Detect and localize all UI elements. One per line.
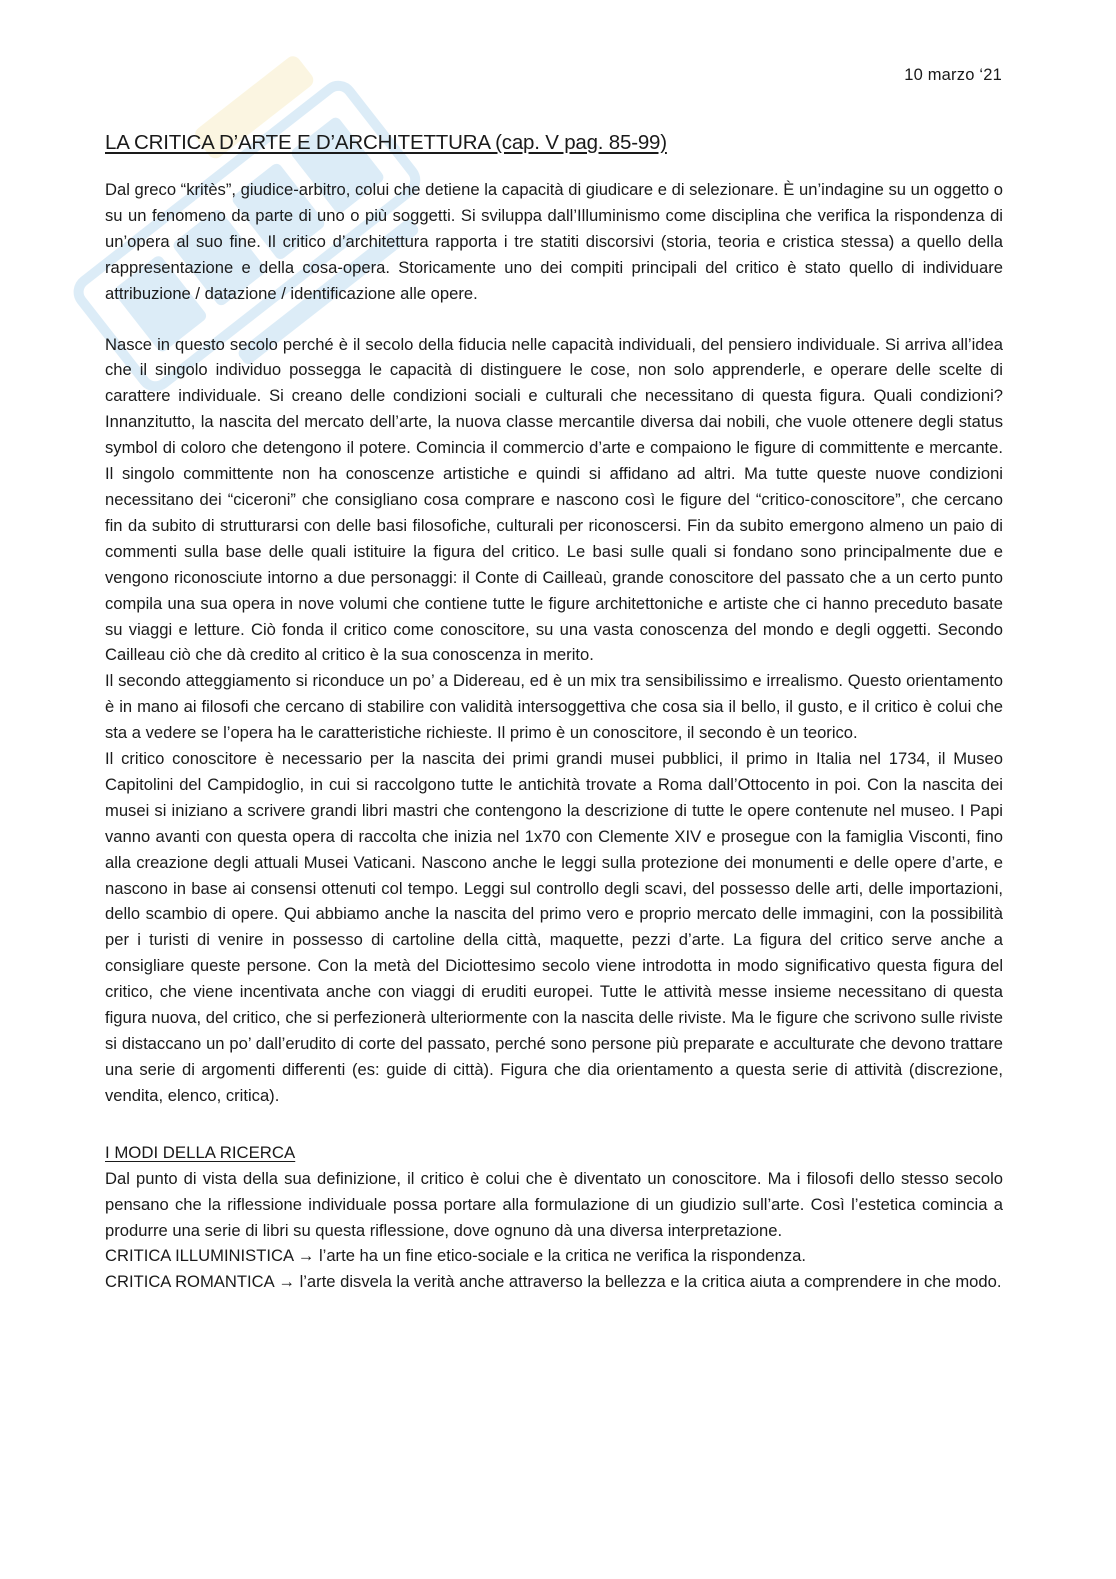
item-term: CRITICA ROMANTICA	[105, 1272, 274, 1292]
item-term: CRITICA ILLUMINISTICA	[105, 1246, 294, 1266]
section-heading: I MODI DELLA RICERCA	[105, 1142, 296, 1162]
page-date: 10 marzo ‘21	[904, 66, 1002, 84]
list-item	[105, 1243, 1003, 1269]
item-text: l’arte disvela la verità anche attraverso la bellezza e la critica aiuta a comprendere in che modo.	[299, 1272, 1002, 1292]
list-item	[105, 1269, 1003, 1295]
arrow-right-icon: →	[297, 1246, 315, 1266]
paragraph-origins: Nasce in questo secolo perché è il secolo della fiducia nelle capacità individuali, del pensiero individuale. Si arriva all’idea che il singolo individuo possegga le capacità di distinguere le cose, non solo apprenderle, e operare delle scelte di carattere individuale. Si creano delle condizioni sociali e culturali che necessitano di questa figura. Quali condizioni? Innanzitutto, la nascita del mercato dell’arte, la nuova classe mercantile diversa dai nobili, che vuole ottenere degli status symbol di coloro che detengono il potere. Comincia il commercio d’arte e compaiono le figure di committente e mercante. Il singolo committente non ha conoscenze artistiche e quindi si affidano ad altri. Ma tutte queste nuove condizioni necessitano dei “ciceroni” che consigliano cosa comprare e nascono così le figure del “critico-conoscitore”, che cercano fin da subito di strutturarsi con delle basi filosofiche, culturali per riconoscersi. Fin da subito emergono almeno un paio di commenti sulla base delle quali istituire la figura del critico. Le basi sulle quali si fondano sono principalmente due e vengono riconosciute intorno a due personaggi: il Conte di Cailleaù, grande conoscitore del passato che a un certo punto compila una sua opera in nove volumi che contiene tutte le figure architettoniche e artiste che ci hanno preceduto basate su viaggi e letture. Ciò fonda il critico come conoscitore, su una vasta conoscenza del mondo e degli oggetti. Secondo Cailleau ciò che dà credito al critico è la sua conoscenza in merito.	[105, 334, 1003, 665]
document-title: LA CRITICA D’ARTE E D’ARCHITETTURA (cap. V pag. 85-99)	[105, 131, 667, 154]
paragraph-intro: Dal greco “kritès”, giudice-arbitro, colui che detiene la capacità di giudicare e di selezionare. È un’indagine su un oggetto o su un fenomeno da parte di uno o più soggetti. Si sviluppa dall’Illuminismo come disciplina che verifica la rispondenza di un’opera al suo fine. Il critico d’architettura rapporta i tre statiti discorsivi (storia, teoria e cristica stessa) a quello della rappresentazione e della cosa-opera. Storicamente uno dei compiti principali del critico è stato quello di individuare attribuzione / datazione / identificazione alle opere.	[105, 180, 1003, 303]
paragraph-second-attitude: Il secondo atteggiamento si riconduce un po’ a Didereau, ed è un mix tra sensibilissimo e irrealismo. Questo orientamento è in mano ai filosofi che cercano di stabilire con validità intersoggettiva che cosa sia il bello, il gusto, e il critico è colui che sta a vedere se l’opera ha le caratteristiche richieste. Il primo è un conoscitore, il secondo è un teorico.	[105, 671, 1003, 743]
paragraph-museums: Il critico conoscitore è necessario per la nascita dei primi grandi musei pubblici, il primo in Italia nel 1734, il Museo Capitolini del Campidoglio, in cui si raccolgono tutte le antichità trovate a Roma dall’Ottocento in poi. Con la nascita dei musei si iniziano a scrivere grandi libri mastri che contengono la descrizione di tutte le opere contenute nel museo. I Papi vanno avanti con questa opera di raccolta che inizia nel 1x70 con Clemente XIV e prosegue con la famiglia Visconti, fino alla creazione degli attuali Musei Vaticani. Nascono anche le leggi sulla protezione dei monumenti e delle opere d’arte, e nascono in base ai consensi ottenuti col tempo. Leggi sul controllo degli scavi, del possesso delle arti, delle importazioni, dello scambio di opere. Qui abbiamo anche la nascita del primo vero e proprio mercato delle immagini, con la possibilità per i turisti di venire in possesso di cartoline della città, maquette, pezzi d’arte. La figura del critico serve anche a consigliare queste persone. Con la metà del Diciottesimo secolo viene introdotta in modo significativo questa figura del critico, che viene incentivata anche con viaggi di eruditi europei. Tutte le attività messe insieme necessitano di questa figura nuova, del critico, che si perfezionerà ulteriormente con la nascita delle riviste. Ma le figure che scrivono sulle riviste si distaccano un po’ dall’erudito di corte del passato, perché sono persone più preparate e acculturate che devono trattare una serie di argomenti differenti (es: guide di città). Figura che dia orientamento a questa serie di attività (discrezione, vendita, elenco, critica).	[105, 749, 1003, 1105]
item-text: l’arte ha un fine etico-sociale e la critica ne verifica la rispondenza.	[318, 1246, 806, 1266]
document-body	[105, 131, 1003, 1295]
arrow-right-icon: →	[278, 1272, 295, 1292]
section-intro: Dal punto di vista della sua definizione, il critico è colui che è diventato un conoscitore. Ma i filosofi dello stesso secolo pensano che la riflessione individuale possa portare alla formulazione di un giudizio sull’arte. Così l’estetica comincia a produrre una serie di libri su questa riflessione, dove ognuno dà una diversa interpretazione.	[105, 1168, 1003, 1240]
